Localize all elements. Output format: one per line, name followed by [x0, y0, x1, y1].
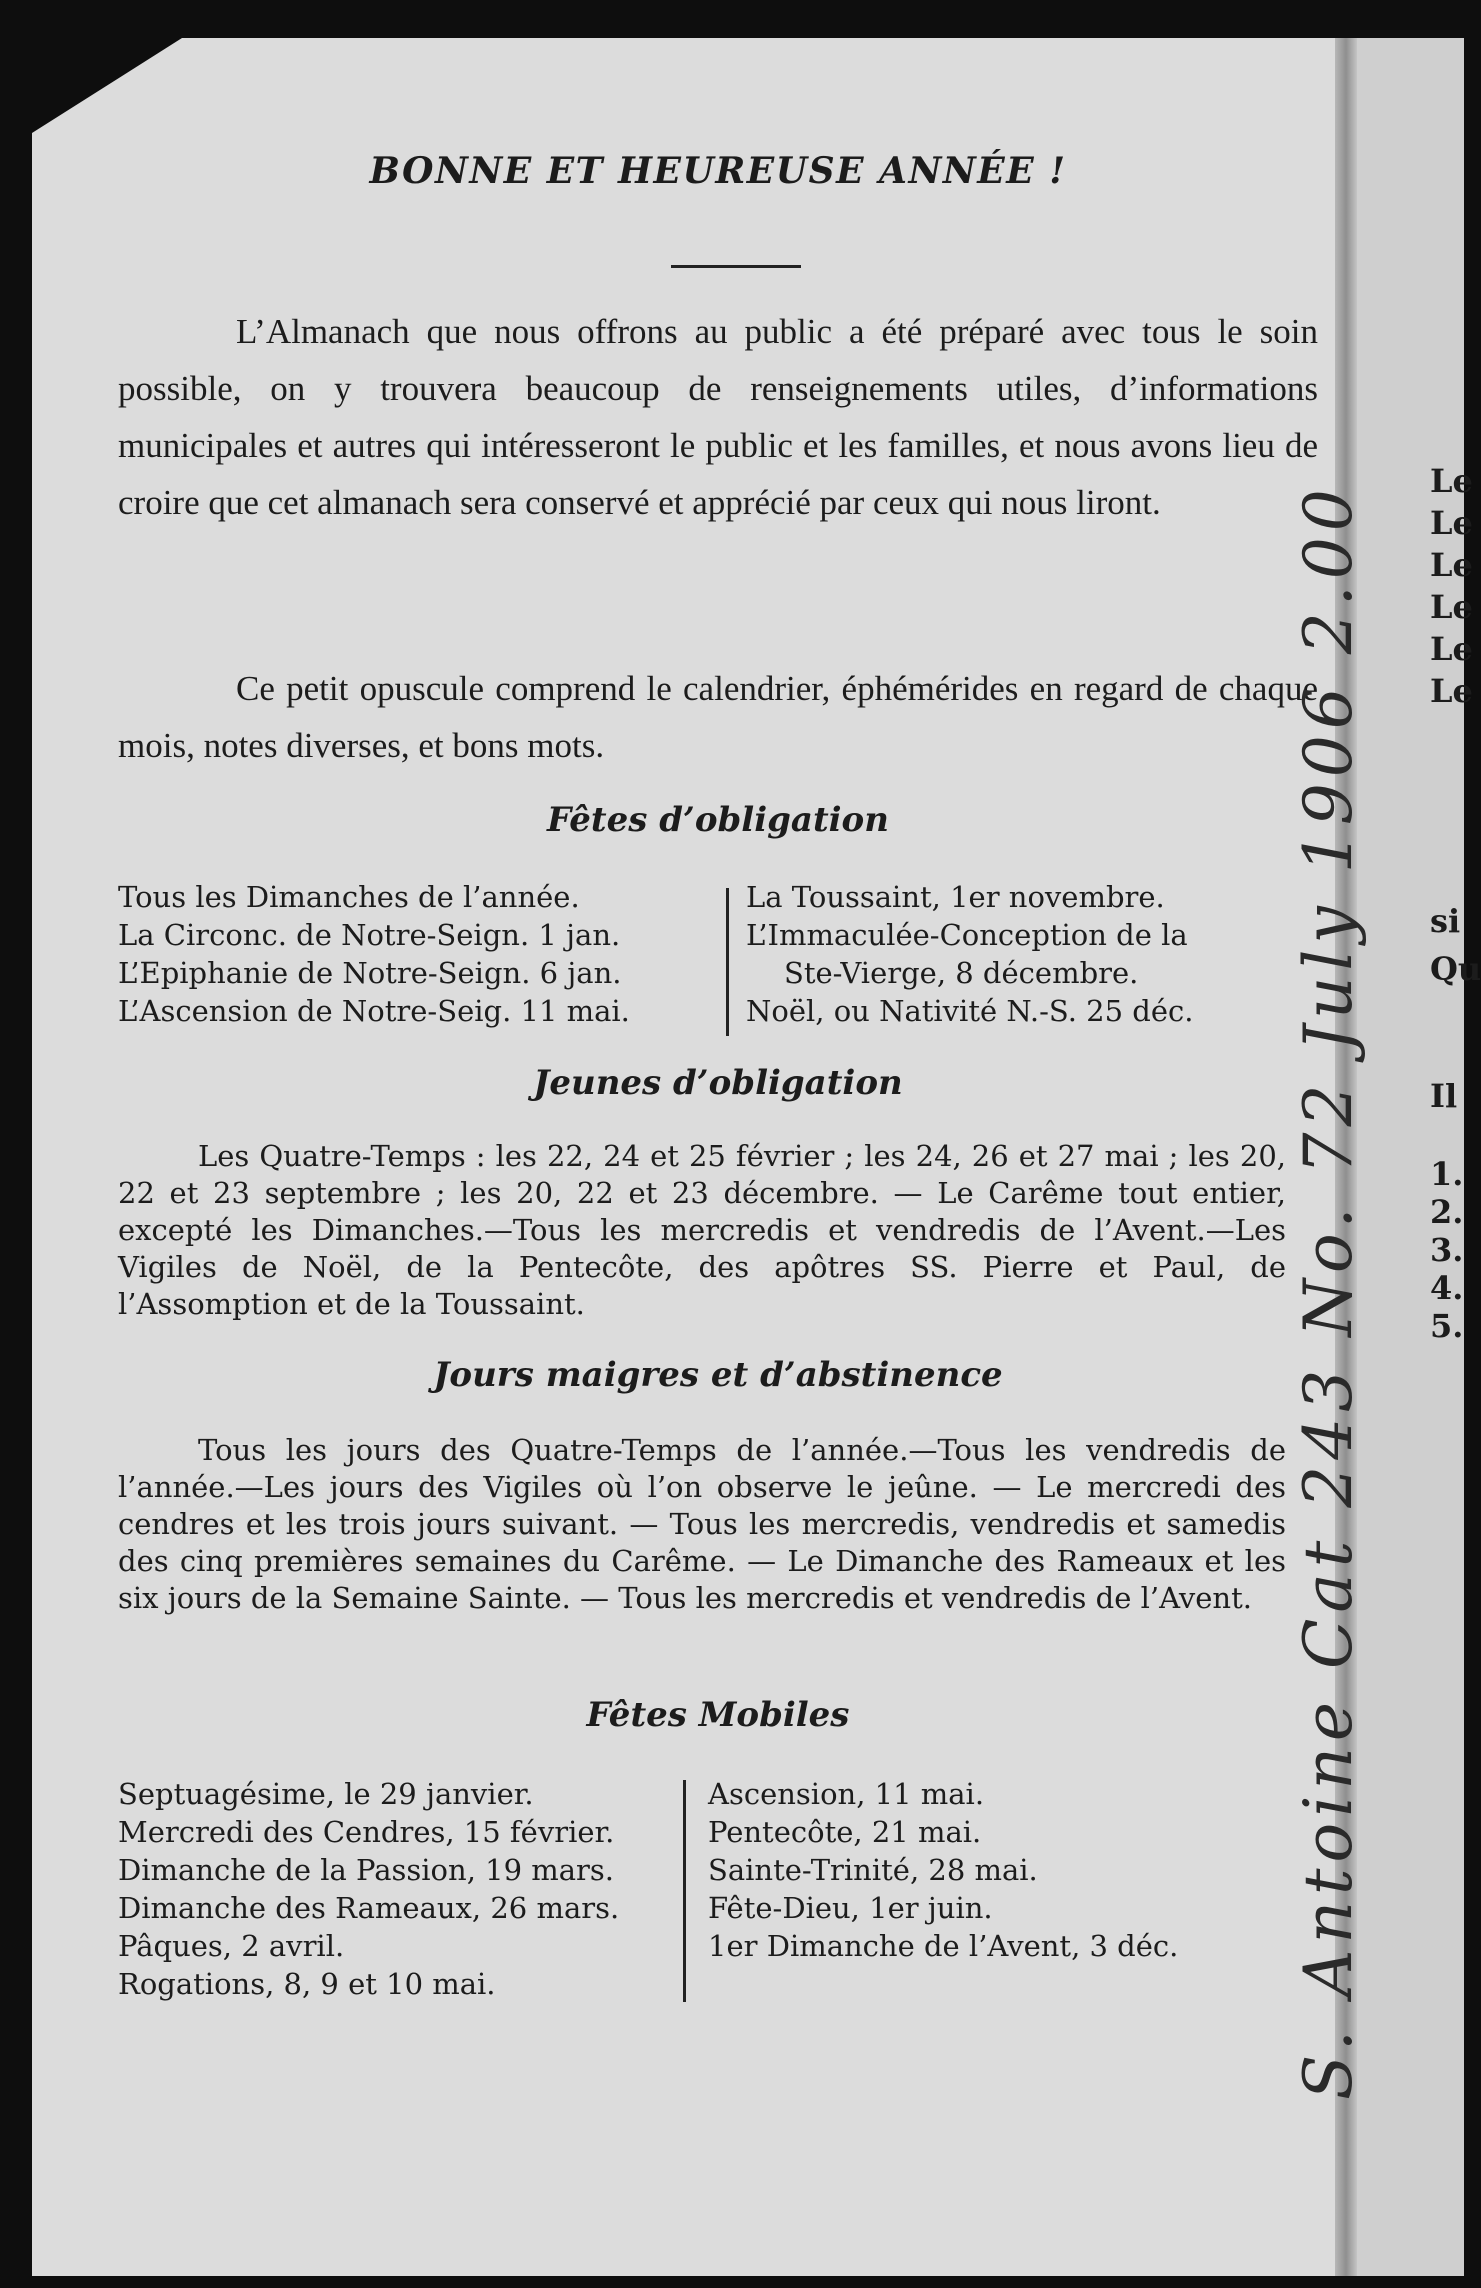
list-item: Mercredi des Cendres, 15 février.: [118, 1815, 615, 1849]
facing-page-le-lines: [1430, 460, 1473, 712]
margin-fragment: Le: [1430, 588, 1473, 626]
fetes-mobiles-right: [708, 1775, 1178, 1965]
jeunes-text: Les Quatre-Temps : les 22, 24 et 25 février ; les 24, 26 et 27 mai ; les 20, 22 et 23 septembre ; les 20, 22 et 23 décembre. — Le Carême tout entier, excepté les Dimanches.—Tous les mercredis et vendredis de l’Avent.—Les Vigiles de Noël, de la Pentecôte, des apôtres SS. Pierre et Paul, de l’Assomption et de la Toussaint.: [118, 1139, 1286, 1321]
margin-fragment: 4.: [1430, 1269, 1464, 1307]
list-item: La Toussaint, 1er novembre.: [746, 880, 1165, 914]
folded-corner: [32, 38, 182, 133]
fetes-mobiles-left: [118, 1775, 619, 2003]
margin-fragment: 2.: [1430, 1193, 1464, 1231]
list-item: Ste-Vierge, 8 décembre.: [784, 956, 1139, 990]
heading-fetes-mobiles: Fêtes Mobiles: [586, 1695, 850, 1735]
heading-fetes-obligation: Fêtes d’obligation: [547, 800, 889, 840]
list-item: L’Ascension de Notre-Seig. 11 mai.: [118, 994, 630, 1028]
title-rule: [671, 265, 801, 268]
column-divider: [726, 888, 729, 1036]
list-item: L’Epiphanie de Notre-Seign. 6 jan.: [118, 956, 622, 990]
list-item: Pâques, 2 avril.: [118, 1929, 345, 1963]
list-item: Dimanche de la Passion, 19 mars.: [118, 1853, 615, 1887]
heading-jours-maigres: Jours maigres et d’abstinence: [433, 1355, 1003, 1395]
list-item: Rogations, 8, 9 et 10 mai.: [118, 1967, 496, 2001]
margin-fragment: Le: [1430, 546, 1473, 584]
intro-paragraph-2: Ce petit opuscule comprend le calendrier, éphémérides en regard de chaque mois, notes diverses, et bons mots.: [118, 669, 1318, 765]
facing-page-numbers: [1430, 1155, 1463, 1345]
list-item: Fête-Dieu, 1er juin.: [708, 1891, 993, 1925]
margin-fragment: Le: [1430, 630, 1473, 668]
fetes-obligation-left: [118, 878, 630, 1030]
handwritten-annotation: S. Antoine Cat 243 No. 72 July 1906 2.00: [1290, 483, 1367, 2100]
jours-maigres-text: Tous les jours des Quatre-Temps de l’année.—Tous les vendredis de l’année.—Les jours des Vigiles où l’on observe le jeûne. — Le mercredi des cendres et les trois jours suivant. — Tous les mercredis, vendredis et samedis des cinq premières semaines du Carême. — Le Dimanche des Rameaux et les six jours de la Semaine Sainte. — Tous les mercredis et vendredis de l’Avent.: [118, 1433, 1286, 1615]
list-item: Pentecôte, 21 mai.: [708, 1815, 982, 1849]
list-item: Dimanche des Rameaux, 26 mars.: [118, 1891, 620, 1925]
list-item: Septuagésime, le 29 janvier.: [118, 1777, 534, 1811]
margin-fragment: 1.: [1430, 1155, 1464, 1193]
list-item: Ascension, 11 mai.: [708, 1777, 985, 1811]
fetes-obligation-right: [746, 878, 1193, 1030]
margin-fragment: Le: [1430, 462, 1473, 500]
page-title: BONNE ET HEUREUSE ANNÉE !: [369, 150, 1067, 192]
list-item: Sainte-Trinité, 28 mai.: [708, 1853, 1038, 1887]
column-divider: [683, 1780, 686, 2002]
heading-jeunes-obligation: Jeunes d’obligation: [533, 1063, 903, 1103]
intro-paragraph-1: L’Almanach que nous offrons au public a été préparé avec tous le soin possible, on y trouvera beaucoup de renseignements utiles, d’informations municipales et autres qui intéresseront le public et les familles, et nous avons lieu de croire que cet almanach sera conservé et apprécié par ceux qui nous liront.: [118, 312, 1318, 522]
margin-fragment: Le: [1430, 672, 1473, 710]
margin-fragment: 5.: [1430, 1307, 1464, 1345]
margin-fragment: Le: [1430, 504, 1473, 542]
facing-page-il: Il: [1430, 1077, 1458, 1115]
list-item: La Circonc. de Notre-Seign. 1 jan.: [118, 918, 621, 952]
facing-page-qu: Qu: [1430, 950, 1481, 988]
margin-fragment: 3.: [1430, 1231, 1464, 1269]
list-item: L’Immaculée-Conception de la: [746, 918, 1188, 952]
list-item: Noël, ou Nativité N.-S. 25 déc.: [746, 994, 1194, 1028]
facing-page-si: si: [1430, 902, 1461, 940]
list-item: Tous les Dimanches de l’année.: [118, 880, 580, 914]
list-item: 1er Dimanche de l’Avent, 3 déc.: [708, 1929, 1179, 1963]
